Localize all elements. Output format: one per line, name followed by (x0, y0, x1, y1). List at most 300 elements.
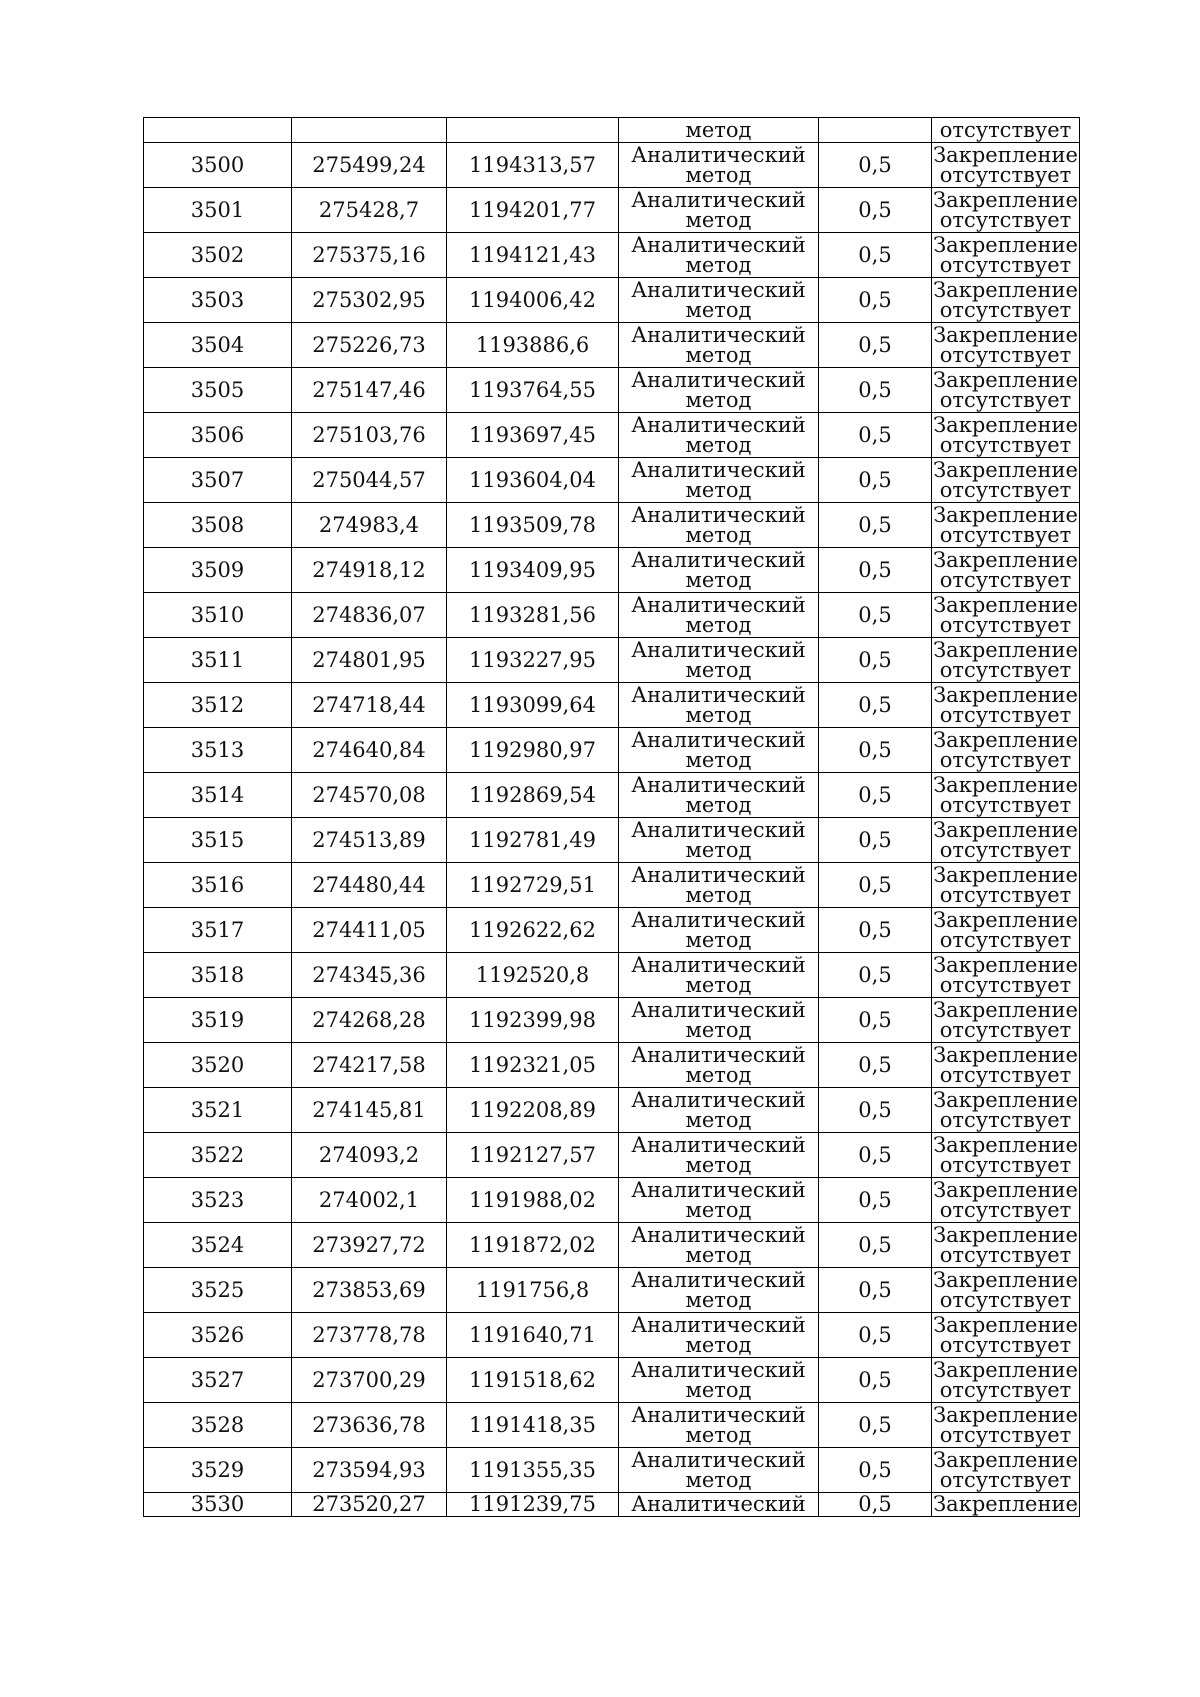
cell-x-coordinate: 274480,44 (292, 863, 447, 908)
method-line-1: Аналитический (631, 1403, 806, 1427)
table-row (144, 1223, 1080, 1268)
fixing-line-1: Закрепление (933, 1043, 1078, 1067)
fixing-line-2: отсутствует (939, 703, 1072, 727)
fixing-line-1: Закрепление (933, 1358, 1078, 1382)
cell-accuracy: 0,5 (819, 1448, 932, 1493)
table-row (144, 1448, 1080, 1493)
cell-fixing (932, 143, 1080, 188)
cell-accuracy: 0,5 (819, 1268, 932, 1313)
fixing-line-1: Закрепление (933, 548, 1078, 572)
cell-x-coordinate: 274918,12 (292, 548, 447, 593)
fixing-line-2: отсутствует (939, 1288, 1072, 1312)
cell-fixing (932, 503, 1080, 548)
fixing-line-2: отсутствует (939, 388, 1072, 412)
cell-method (619, 1313, 819, 1358)
fixing-line-1: Закрепление (933, 413, 1078, 437)
table-row (144, 1403, 1080, 1448)
cell-point-number: 3518 (144, 953, 292, 998)
cell-y-coordinate: 1194006,42 (447, 278, 619, 323)
cell-x-coordinate: 275428,7 (292, 188, 447, 233)
cell-accuracy: 0,5 (819, 1178, 932, 1223)
table-row (144, 908, 1080, 953)
method-line-1: Аналитический (631, 1358, 806, 1382)
method-line-2: метод (685, 1468, 752, 1492)
method-line-2: метод (685, 478, 752, 502)
cell-y-coordinate: 1193509,78 (447, 503, 619, 548)
fixing-line-2: отсутствует (939, 1333, 1072, 1357)
cell-y-coordinate: 1191640,71 (447, 1313, 619, 1358)
cell-x-coordinate: 274217,58 (292, 1043, 447, 1088)
method-line-2: метод (685, 1288, 752, 1312)
fixing-line-1: Закрепление (933, 233, 1078, 257)
fixing-line-2: отсутствует (939, 523, 1072, 547)
cell-point-number: 3526 (144, 1313, 292, 1358)
table-row (144, 503, 1080, 548)
fixing-line-2: отсутствует (939, 208, 1072, 232)
method-line-2: метод (685, 298, 752, 322)
table-row (144, 548, 1080, 593)
cell-x-coordinate: 275044,57 (292, 458, 447, 503)
cell-method (619, 1178, 819, 1223)
cell-x-coordinate: 274145,81 (292, 1088, 447, 1133)
cell-y-coordinate: 1193227,95 (447, 638, 619, 683)
fixing-line-1: Закрепление (933, 188, 1078, 212)
cell-x-coordinate: 273636,78 (292, 1403, 447, 1448)
cell-accuracy: 0,5 (819, 638, 932, 683)
cell-point-number (144, 118, 292, 143)
fixing-line-1: Закрепление (933, 818, 1078, 842)
fixing-line-1: Закрепление (933, 1313, 1078, 1337)
cell-point-number: 3530 (144, 1493, 292, 1517)
cell-fixing (932, 1223, 1080, 1268)
coordinates-table-body (144, 118, 1080, 1517)
fixing-line-2: отсутствует (939, 748, 1072, 772)
cell-point-number: 3500 (144, 143, 292, 188)
method-line-1: Аналитический (631, 1043, 806, 1067)
fixing-line-2: отсутствует (939, 928, 1072, 952)
cell-fixing (932, 1043, 1080, 1088)
method-line-1: Аналитический (631, 818, 806, 842)
method-line-1: Аналитический (631, 143, 806, 167)
cell-point-number: 3520 (144, 1043, 292, 1088)
method-line-1: Аналитический (631, 323, 806, 347)
cell-x-coordinate: 275375,16 (292, 233, 447, 278)
table-row (144, 593, 1080, 638)
cell-accuracy (819, 118, 932, 143)
method-line-1: Аналитический (631, 998, 806, 1022)
method-line-2: метод (685, 1198, 752, 1222)
cell-x-coordinate: 275147,46 (292, 368, 447, 413)
fixing-line-1: Закрепление (933, 1448, 1078, 1472)
table-row (144, 1043, 1080, 1088)
cell-method: Аналитический (619, 1493, 819, 1517)
cell-fixing (932, 818, 1080, 863)
cell-method (619, 998, 819, 1043)
cell-point-number: 3522 (144, 1133, 292, 1178)
table-row (144, 1133, 1080, 1178)
table-row (144, 413, 1080, 458)
cell-y-coordinate: 1192869,54 (447, 773, 619, 818)
method-line-2: метод (685, 1063, 752, 1087)
cell-point-number: 3503 (144, 278, 292, 323)
cell-method (619, 818, 819, 863)
method-line-2: метод (685, 883, 752, 907)
cell-y-coordinate: 1192127,57 (447, 1133, 619, 1178)
cell-x-coordinate: 274801,95 (292, 638, 447, 683)
cell-method (619, 1223, 819, 1268)
fixing-line-1: Закрепление (933, 1133, 1078, 1157)
cell-y-coordinate: 1191756,8 (447, 1268, 619, 1313)
fixing-line-2: отсутствует (939, 253, 1072, 277)
cell-y-coordinate: 1193099,64 (447, 683, 619, 728)
fixing-line-1: Закрепление (933, 368, 1078, 392)
cell-x-coordinate: 274345,36 (292, 953, 447, 998)
cell-y-coordinate: 1193764,55 (447, 368, 619, 413)
table-row (144, 773, 1080, 818)
fixing-line-2: отсутствует (939, 478, 1072, 502)
cell-y-coordinate: 1194313,57 (447, 143, 619, 188)
cell-point-number: 3529 (144, 1448, 292, 1493)
table-row (144, 1088, 1080, 1133)
cell-accuracy: 0,5 (819, 368, 932, 413)
cell-accuracy: 0,5 (819, 458, 932, 503)
cell-x-coordinate: 275499,24 (292, 143, 447, 188)
cell-accuracy: 0,5 (819, 1313, 932, 1358)
fixing-line-2: отсутствует (939, 568, 1072, 592)
fixing-line-2: отсутствует (939, 973, 1072, 997)
method-line-2: метод (685, 343, 752, 367)
cell-y-coordinate: 1193409,95 (447, 548, 619, 593)
cell-point-number: 3515 (144, 818, 292, 863)
table-row (144, 728, 1080, 773)
fixing-line-2: отсутствует (939, 883, 1072, 907)
method-line-2: метод (685, 838, 752, 862)
cell-method (619, 1133, 819, 1178)
table-row (144, 368, 1080, 413)
table-row (144, 953, 1080, 998)
cell-accuracy: 0,5 (819, 953, 932, 998)
cell-accuracy: 0,5 (819, 143, 932, 188)
cell-fixing (932, 683, 1080, 728)
cell-accuracy: 0,5 (819, 1403, 932, 1448)
cell-y-coordinate: 1194121,43 (447, 233, 619, 278)
cell-fixing (932, 278, 1080, 323)
cell-accuracy: 0,5 (819, 908, 932, 953)
cell-method (619, 863, 819, 908)
fixing-line-2: отсутствует (939, 793, 1072, 817)
fixing-line-1: Закрепление (933, 458, 1078, 482)
cell-fixing (932, 953, 1080, 998)
cell-method (619, 458, 819, 503)
method-line-2: метод (685, 163, 752, 187)
cell-accuracy: 0,5 (819, 683, 932, 728)
fixing-line-2: отсутствует (939, 1153, 1072, 1177)
method-line-1: Аналитический (631, 458, 806, 482)
fixing-line-1: Закрепление (933, 503, 1078, 527)
cell-fixing: Закрепление (933, 1492, 1078, 1516)
fixing-line-2: отсутствует (939, 1468, 1072, 1492)
fixing-line-1: Закрепление (933, 593, 1078, 617)
table-row (144, 818, 1080, 863)
cell-fixing (932, 413, 1080, 458)
cell-fixing (932, 1088, 1080, 1133)
method-line-2: метод (685, 1378, 752, 1402)
cell-accuracy: 0,5 (819, 728, 932, 773)
cell-x-coordinate: 273778,78 (292, 1313, 447, 1358)
cell-accuracy: 0,5 (819, 773, 932, 818)
cell-x-coordinate: 273927,72 (292, 1223, 447, 1268)
method-line-1: Аналитический (631, 728, 806, 752)
fixing-line-1: Закрепление (933, 773, 1078, 797)
cell-x-coordinate: 273700,29 (292, 1358, 447, 1403)
cell-accuracy: 0,5 (819, 1493, 932, 1517)
method-line-2: метод (685, 1423, 752, 1447)
cell-x-coordinate: 275302,95 (292, 278, 447, 323)
cell-y-coordinate: 1192399,98 (447, 998, 619, 1043)
cell-accuracy: 0,5 (819, 188, 932, 233)
method-line-2: метод (685, 613, 752, 637)
cell-fixing (932, 728, 1080, 773)
cell-point-number: 3527 (144, 1358, 292, 1403)
cell-y-coordinate: 1191355,35 (447, 1448, 619, 1493)
fixing-line-1: Закрепление (933, 1223, 1078, 1247)
fixing-line-1: Закрепление (933, 1088, 1078, 1112)
cell-point-number: 3525 (144, 1268, 292, 1313)
cell-fixing (932, 1268, 1080, 1313)
cell-fixing (932, 1448, 1080, 1493)
cell-accuracy: 0,5 (819, 323, 932, 368)
fixing-line-1: Закрепление (933, 143, 1078, 167)
method-line-1: Аналитический (631, 1268, 806, 1292)
method-line-2: метод (685, 973, 752, 997)
cell-accuracy: 0,5 (819, 413, 932, 458)
cell-x-coordinate: 274411,05 (292, 908, 447, 953)
cell-x-coordinate: 274093,2 (292, 1133, 447, 1178)
cell-point-number: 3521 (144, 1088, 292, 1133)
table-row (144, 233, 1080, 278)
cell-accuracy: 0,5 (819, 593, 932, 638)
cell-method (619, 503, 819, 548)
method-line-1: Аналитический (631, 1088, 806, 1112)
method-line-1: Аналитический (631, 188, 806, 212)
cell-x-coordinate: 273520,27 (292, 1493, 447, 1517)
fixing-line-1: Закрепление (933, 728, 1078, 752)
cell-y-coordinate: 1191872,02 (447, 1223, 619, 1268)
cell-method (619, 1448, 819, 1493)
cell-point-number: 3528 (144, 1403, 292, 1448)
cell-y-coordinate: 1193604,04 (447, 458, 619, 503)
table-row-continued (144, 118, 1080, 143)
fixing-line-1: Закрепление (933, 1268, 1078, 1292)
cell-method (619, 233, 819, 278)
cell-method (619, 1268, 819, 1313)
method-line-2: метод (685, 1018, 752, 1042)
cell-x-coordinate: 275226,73 (292, 323, 447, 368)
fixing-line-1: Закрепление (933, 683, 1078, 707)
method-line-2: метод (685, 1108, 752, 1132)
cell-accuracy: 0,5 (819, 1088, 932, 1133)
cell-method (619, 953, 819, 998)
cell-y-coordinate: 1192208,89 (447, 1088, 619, 1133)
cell-method (619, 368, 819, 413)
cell-x-coordinate: 274002,1 (292, 1178, 447, 1223)
method-line-1: Аналитический (631, 278, 806, 302)
coordinates-table (143, 117, 1080, 1517)
cell-fixing (932, 1403, 1080, 1448)
method-line-1: Аналитический (631, 413, 806, 437)
cell-fixing: отсутствует (932, 118, 1080, 143)
method-line-1: Аналитический (631, 548, 806, 572)
fixing-line-1: Закрепление (933, 908, 1078, 932)
cell-y-coordinate: 1193281,56 (447, 593, 619, 638)
table-row (144, 323, 1080, 368)
cell-x-coordinate: 273594,93 (292, 1448, 447, 1493)
table-row (144, 278, 1080, 323)
method-line-2: метод (685, 658, 752, 682)
cell-point-number: 3510 (144, 593, 292, 638)
cell-y-coordinate: 1192781,49 (447, 818, 619, 863)
fixing-line-2: отсутствует (939, 343, 1072, 367)
cell-accuracy: 0,5 (819, 1223, 932, 1268)
cell-fixing (932, 773, 1080, 818)
table-row-truncated (144, 1493, 1080, 1517)
cell-fixing (932, 908, 1080, 953)
table-row (144, 863, 1080, 908)
method-line-2: метод (685, 703, 752, 727)
method-line-1: Аналитический (631, 908, 806, 932)
cell-fixing (932, 1358, 1080, 1403)
fixing-line-2: отсутствует (939, 1018, 1072, 1042)
table-row (144, 458, 1080, 503)
method-line-1: Аналитический (631, 1223, 806, 1247)
method-line-1: Аналитический (631, 233, 806, 257)
cell-point-number: 3504 (144, 323, 292, 368)
cell-method (619, 143, 819, 188)
fixing-line-2: отсутствует (939, 1378, 1072, 1402)
cell-accuracy: 0,5 (819, 998, 932, 1043)
method-line-2: метод (685, 208, 752, 232)
cell-point-number: 3508 (144, 503, 292, 548)
cell-accuracy: 0,5 (819, 818, 932, 863)
cell-fixing (932, 998, 1080, 1043)
fixing-line-1: Закрепление (933, 323, 1078, 347)
cell-y-coordinate: 1194201,77 (447, 188, 619, 233)
cell-fixing (932, 323, 1080, 368)
cell-x-coordinate: 274983,4 (292, 503, 447, 548)
cell-point-number: 3502 (144, 233, 292, 278)
cell-accuracy: 0,5 (819, 1043, 932, 1088)
method-line-1: Аналитический (631, 773, 806, 797)
table-row (144, 683, 1080, 728)
cell-method (619, 908, 819, 953)
fixing-line-1: Закрепление (933, 1178, 1078, 1202)
cell-fixing (932, 638, 1080, 683)
cell-method (619, 593, 819, 638)
cell-point-number: 3514 (144, 773, 292, 818)
cell-method (619, 638, 819, 683)
cell-y-coordinate: 1192622,62 (447, 908, 619, 953)
cell-point-number: 3524 (144, 1223, 292, 1268)
cell-fixing (932, 593, 1080, 638)
method-line-2: метод (685, 1243, 752, 1267)
method-line-1: Аналитический (631, 1313, 806, 1337)
cell-y-coordinate (447, 118, 619, 143)
fixing-line-2: отсутствует (939, 838, 1072, 862)
cell-method (619, 188, 819, 233)
cell-x-coordinate: 274640,84 (292, 728, 447, 773)
fixing-line-1: Закрепление (933, 638, 1078, 662)
cell-accuracy: 0,5 (819, 503, 932, 548)
fixing-line-2: отсутствует (939, 298, 1072, 322)
method-line-2: метод (685, 568, 752, 592)
method-line-2: метод (685, 748, 752, 772)
cell-y-coordinate: 1193697,45 (447, 413, 619, 458)
cell-method (619, 278, 819, 323)
table-row (144, 188, 1080, 233)
method-line-2: метод (685, 523, 752, 547)
method-line-2: метод (685, 388, 752, 412)
fixing-line-1: Закрепление (933, 998, 1078, 1022)
cell-x-coordinate: 275103,76 (292, 413, 447, 458)
method-line-2: метод (685, 793, 752, 817)
cell-y-coordinate: 1191239,75 (447, 1493, 619, 1517)
cell-x-coordinate: 274836,07 (292, 593, 447, 638)
method-line-2: метод (685, 433, 752, 457)
method-line-2: метод (685, 1333, 752, 1357)
cell-method (619, 1358, 819, 1403)
cell-x-coordinate: 273853,69 (292, 1268, 447, 1313)
cell-point-number: 3516 (144, 863, 292, 908)
cell-method (619, 1403, 819, 1448)
cell-fixing (932, 1313, 1080, 1358)
fixing-line-1: Закрепление (933, 863, 1078, 887)
method-line-1: Аналитический (631, 503, 806, 527)
fixing-line-2: отсутствует (939, 1108, 1072, 1132)
method-line-1: Аналитический (631, 1133, 806, 1157)
cell-point-number: 3517 (144, 908, 292, 953)
fixing-line-2: отсутствует (939, 1423, 1072, 1447)
cell-method (619, 683, 819, 728)
fixing-line-2: отсутствует (939, 163, 1072, 187)
table-row (144, 638, 1080, 683)
cell-fixing (932, 368, 1080, 413)
fixing-line-2: отсутствует (939, 1243, 1072, 1267)
table-row (144, 1178, 1080, 1223)
cell-x-coordinate: 274718,44 (292, 683, 447, 728)
table-row (144, 1358, 1080, 1403)
method-line-1: Аналитический (631, 953, 806, 977)
cell-fixing (932, 548, 1080, 593)
method-line-1: Аналитический (631, 683, 806, 707)
cell-accuracy: 0,5 (819, 233, 932, 278)
method-line-2: метод (685, 253, 752, 277)
cell-accuracy: 0,5 (819, 548, 932, 593)
cell-fixing (932, 1178, 1080, 1223)
cell-y-coordinate: 1192729,51 (447, 863, 619, 908)
method-line-1: Аналитический (631, 1178, 806, 1202)
cell-accuracy: 0,5 (819, 1358, 932, 1403)
cell-y-coordinate: 1192520,8 (447, 953, 619, 998)
cell-accuracy: 0,5 (819, 1133, 932, 1178)
cell-fixing (932, 188, 1080, 233)
fixing-line-2: отсутствует (939, 433, 1072, 457)
cell-point-number: 3523 (144, 1178, 292, 1223)
cell-y-coordinate: 1192980,97 (447, 728, 619, 773)
method-line-2: метод (685, 928, 752, 952)
cell-method (619, 548, 819, 593)
fixing-line-1: Закрепление (933, 278, 1078, 302)
method-line-1: Аналитический (631, 593, 806, 617)
